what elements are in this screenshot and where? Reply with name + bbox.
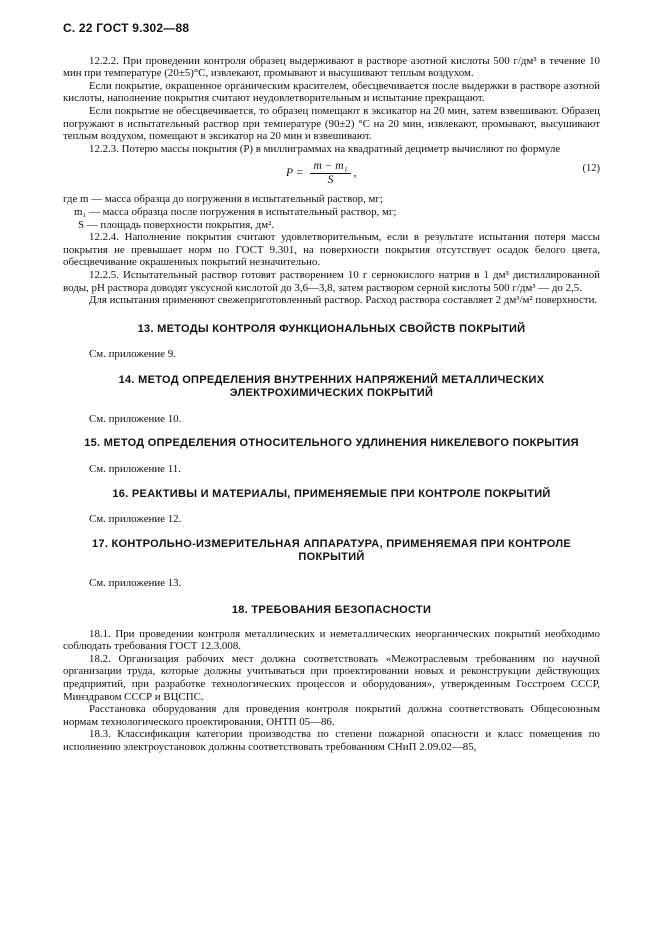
paragraph-decolor-fail: Если покрытие, окрашенное органическим красителем, обесцвечивается после выдержки в растворе азотной кислоты, наполнение покрытия считают неудовлетворительным и испытание прекращают. <box>63 79 600 105</box>
definition-m1: m₁ — масса образца после погружения в испытательный раствор, мг; <box>74 205 397 218</box>
formula-expression <box>286 157 356 189</box>
page-header: С. 22 ГОСТ 9.302—88 <box>63 21 190 35</box>
section-13-title: 13. МЕТОДЫ КОНТРОЛЯ ФУНКЦИОНАЛЬНЫХ СВОЙСТВ ПОКРЫТИЙ <box>137 322 526 335</box>
section-15-title: 15. МЕТОД ОПРЕДЕЛЕНИЯ ОТНОСИТЕЛЬНОГО УДЛИНЕНИЯ НИКЕЛЕВОГО ПОКРЫТИЯ <box>84 436 579 449</box>
section-16-title: 16. РЕАКТИВЫ И МАТЕРИАЛЫ, ПРИМЕНЯЕМЫЕ ПРИ КОНТРОЛЕ ПОКРЫТИЙ <box>112 488 551 501</box>
formula-denominator: S <box>327 173 334 186</box>
section-16-reference: См. приложение 12. <box>89 513 182 526</box>
formula-comma: , <box>353 167 357 180</box>
paragraph-18-2: 18.2. Организация рабочих мест должна соответствовать «Межотраслевым требованиям по научной организации труда, которые должны учитываться при проектировании новых и реконструкции действующих предприятий, при разработке технологических процессов и оборудования», утвержденным Госстроем СССР, Минздравом СССР и ВЦСПС. <box>63 652 600 703</box>
section-13-reference: См. приложение 9. <box>89 347 176 360</box>
formula-definitions <box>63 193 600 231</box>
document-page <box>63 22 600 754</box>
formula-fraction <box>310 160 350 187</box>
definition-m: где m — масса образца до погружения в испытательный раствор, мг; <box>63 193 383 206</box>
paragraph-12-2-5: 12.2.5. Испытательный раствор готовят растворением 10 г сернокислого натрия в 1 дм³ дистиллированной воды, pH раствора доводят уксусной кислотой до 3,6—3,8, затем раствором серной кислоты 500 г/дм³ — до 2,5. <box>63 268 600 294</box>
section-18-title: 18. ТРЕБОВАНИЯ БЕЗОПАСНОСТИ <box>231 603 432 616</box>
paragraph-equipment-placement: Расстановка оборудования для проведения контроля покрытий должна соответствовать Общесоюзным нормам технологического проектирования, ОНТП 05—86. <box>63 703 600 728</box>
paragraph-12-2-2: 12.2.2. При проведении контроля образец выдерживают в растворе азотной кислоты 500 г/дм³ в течение 10 мин при температуре (20±5)°С, извлекают, промывают и высушивают теплым воздухом. <box>63 54 600 80</box>
formula-lhs: P = <box>286 167 304 180</box>
section-17-title: 17. КОНТРОЛЬНО-ИЗМЕРИТЕЛЬНАЯ АППАРАТУРА, ПРИМЕНЯЕМАЯ ПРИ КОНТРОЛЕ ПОКРЫТИЙ <box>92 538 571 564</box>
formula-number: (12) <box>582 163 600 175</box>
formula-numerator: m − m₁ <box>310 160 350 174</box>
definition-s: S — площадь поверхности покрытия, дм². <box>78 218 275 231</box>
section-14-reference: См. приложение 10. <box>89 413 182 426</box>
paragraph-18-1: 18.1. При проведении контроля металлических и неметаллических неорганических покрытий необходимо соблюдать требования ГОСТ 12.3.008. <box>63 627 600 653</box>
paragraph-solution-usage: Для испытания применяют свежеприготовленный раствор. Расход раствора составляет 2 дм³/м² поверхности. <box>89 294 598 307</box>
section-14-title: 14. МЕТОД ОПРЕДЕЛЕНИЯ ВНУТРЕННИХ НАПРЯЖЕНИЙ МЕТАЛЛИЧЕСКИХ ЭЛЕКТРОХИМИЧЕСКИХ ПОКРЫТИЙ <box>118 374 545 400</box>
paragraph-decolor-pass: Если покрытие не обесцвечивается, то образец помещают в эксикатор на 20 мин, затем взвешивают. Образец погружают в испытательный раствор при температуре (90±2) °С на 20 мин, извлекают, промывают, высушивают теплым воздухом, помещают в эксикатор на 20 мин и взвешивают. <box>63 104 600 143</box>
paragraph-12-2-3: 12.2.3. Потерю массы покрытия (P) в миллиграммах на квадратный дециметр вычисляют по формуле <box>89 142 561 155</box>
paragraph-12-2-4: 12.2.4. Наполнение покрытия считают удовлетворительным, если в результате испытания потеря массы покрытия не превышает норм по ГОСТ 9.301, на поверхности покрытия отсутствует осадок белого цвета, обесцвечивание окрашенных покрытий незначительно. <box>63 231 600 269</box>
section-17-reference: См. приложение 13. <box>89 577 182 590</box>
section-15-reference: См. приложение 11. <box>89 462 181 475</box>
formula-12 <box>63 157 600 189</box>
paragraph-18-3: 18.3. Классификация категории производства по степени пожарной опасности и класс помещения по исполнению электроустановок должны соответствовать требованиям СНиП 2.09.02—85, <box>63 728 600 753</box>
